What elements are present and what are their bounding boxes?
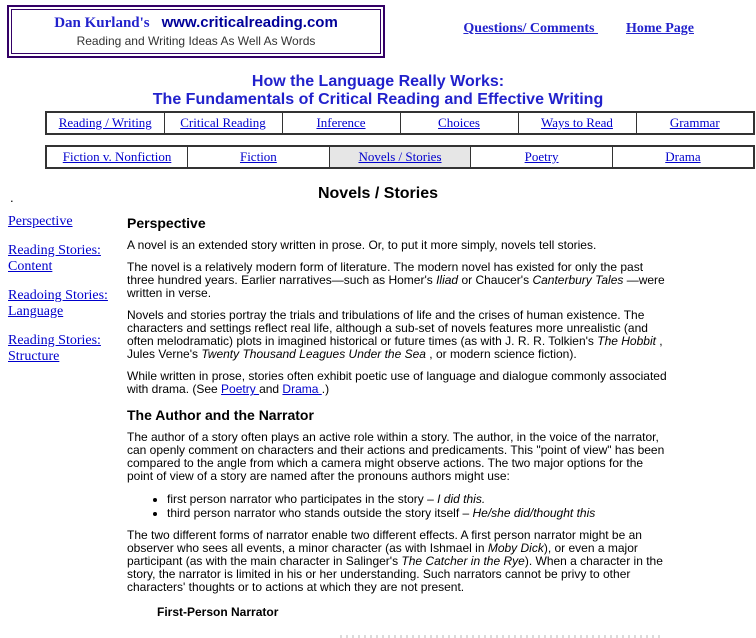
secondary-nav-link[interactable]: Fiction [239, 149, 277, 164]
text-run: and [259, 382, 283, 396]
primary-nav-cell [282, 112, 400, 134]
sub-heading: First-Person Narrator [157, 605, 279, 619]
text-run: Novels and stories portray the trials and tribulations of life and the crises of human existence. The characters and settings reflect real life, although a sub-set of novels features more unrealistic (and often melodramatic) plots in imagined historical or future times (as with J. R. R. Tolkien's [127, 308, 648, 348]
text-run: While written in prose, stories often exhibit poetic use of language and dialogue commonly associated with drama. (See [127, 369, 667, 396]
masthead [0, 0, 756, 58]
page-title: Novels / Stories [317, 185, 439, 202]
text-run: A novel is an extended story written in prose. Or, to put it more simply, novels tell stories. [127, 238, 597, 252]
section-heading: The Author and the Narrator [127, 407, 314, 423]
questions-comments-link[interactable]: Questions/ Comments [463, 21, 598, 36]
secondary-nav-cell [612, 146, 754, 168]
banner-heading [0, 73, 756, 109]
secondary-nav-link[interactable]: Drama [665, 149, 701, 164]
secondary-nav-row [46, 146, 754, 168]
site-logo-box [7, 5, 385, 58]
sidebar-link[interactable]: Reading Stories: Content [8, 243, 101, 274]
secondary-nav-cell [471, 146, 613, 168]
banner-line-1: How the Language Really Works: [251, 73, 505, 90]
text-run: , or modern science fiction). [425, 347, 577, 361]
paragraph [127, 529, 667, 594]
primary-nav-link[interactable]: Grammar [669, 115, 720, 130]
italic-text: The Hobbit [597, 334, 656, 348]
site-title-line [12, 14, 380, 32]
italic-text: Iliad [436, 273, 459, 287]
sidebar [0, 214, 120, 638]
text-run: The author of a story often plays an active role within a story. The author, in the voice of the narrator, can openly comment on characters and their actions and predicaments. This "point of view" has been compared to the angle from which a camera might observe actions. The two major options for the point of view of a story are named after the pronouns authors might use: [127, 430, 665, 483]
primary-nav-cell [518, 112, 636, 134]
article [127, 214, 667, 638]
secondary-nav-table [45, 145, 755, 169]
text-run: , Jules Verne's [127, 334, 663, 361]
paragraph [127, 370, 667, 396]
primary-nav-cell [46, 112, 164, 134]
primary-nav-link[interactable]: Inference [316, 115, 366, 130]
masthead-links [463, 21, 694, 58]
italic-text: Moby Dick [487, 541, 544, 555]
primary-nav-cell [164, 112, 282, 134]
text-run: ), or even a major participant (as with the main character in Salinger's [127, 541, 638, 568]
secondary-nav-cell [329, 146, 471, 168]
primary-nav-cell [400, 112, 518, 134]
paragraph [127, 261, 667, 300]
sidebar-link[interactable]: Reading Stories: Structure [8, 333, 101, 364]
site-owner: Dan Kurland's [54, 15, 150, 31]
inline-link[interactable]: Poetry [221, 382, 260, 396]
section-heading: Perspective [127, 215, 206, 231]
secondary-nav-cell [46, 146, 188, 168]
site-tagline: Reading and Writing Ideas As Well As Words [76, 34, 316, 48]
home-page-link[interactable]: Home Page [625, 21, 694, 36]
bullet-item [167, 506, 667, 520]
paragraph [127, 431, 667, 483]
title-row [0, 184, 756, 203]
text-run: The novel is a relatively modern form of literature. The modern novel has existed for only the past three hundred years. Earlier narratives—such as Homer's [127, 260, 644, 287]
content-columns [0, 214, 756, 638]
banner-line-2: The Fundamentals of Critical Reading and Effective Writing [152, 91, 604, 108]
text-run: or Chaucer's [458, 273, 533, 287]
text-run: ). When a character in the story, the narrator is limited in his or her understanding. Such narrators cannot be privy to other characters' thoughts or to actions at which they are not present. [127, 554, 663, 594]
text-run: third person narrator who stands outside the story itself – [167, 506, 473, 520]
text-run: first person narrator who participates in the story – [167, 492, 438, 506]
primary-nav-row [46, 112, 754, 134]
text-run: —were written in verse. [127, 273, 665, 300]
primary-nav-link[interactable]: Ways to Read [541, 115, 613, 130]
paragraph [127, 239, 667, 252]
site-logo-box-inner [11, 9, 381, 54]
bullet-list [127, 492, 667, 520]
italic-text: Canterbury Tales [532, 273, 624, 287]
secondary-nav-link[interactable]: Poetry [524, 149, 559, 164]
sidebar-link[interactable]: Perspective [8, 214, 73, 229]
inline-link[interactable]: Drama [282, 382, 322, 396]
bullet-item [167, 492, 667, 506]
sidebar-link[interactable]: Readoing Stories: Language [8, 288, 108, 319]
italic-text: Twenty Thousand Leagues Under the Sea [201, 347, 426, 361]
italic-text: He/she did/thought this [472, 506, 596, 520]
primary-nav-link[interactable]: Critical Reading [180, 115, 266, 130]
stray-period: . [10, 190, 14, 205]
primary-nav-link[interactable]: Reading / Writing [58, 115, 152, 130]
site-url: www.criticalreading.com [161, 14, 338, 31]
italic-text: I did this. [437, 492, 486, 506]
paragraph [127, 309, 667, 361]
secondary-nav-link[interactable]: Fiction v. Nonfiction [62, 149, 172, 164]
text-run: .) [321, 382, 330, 396]
primary-nav-cell [636, 112, 754, 134]
italic-text: The Catcher in the Rye [401, 554, 525, 568]
text-run: The two different forms of narrator enable two different effects. A first person narrator might be an observer who sees all events, a minor character (as with Ishmael in [127, 528, 642, 555]
secondary-nav-link[interactable]: Novels / Stories [358, 149, 442, 164]
primary-nav-link[interactable]: Choices [438, 115, 480, 130]
primary-nav-table [45, 111, 755, 135]
secondary-nav-cell [188, 146, 330, 168]
